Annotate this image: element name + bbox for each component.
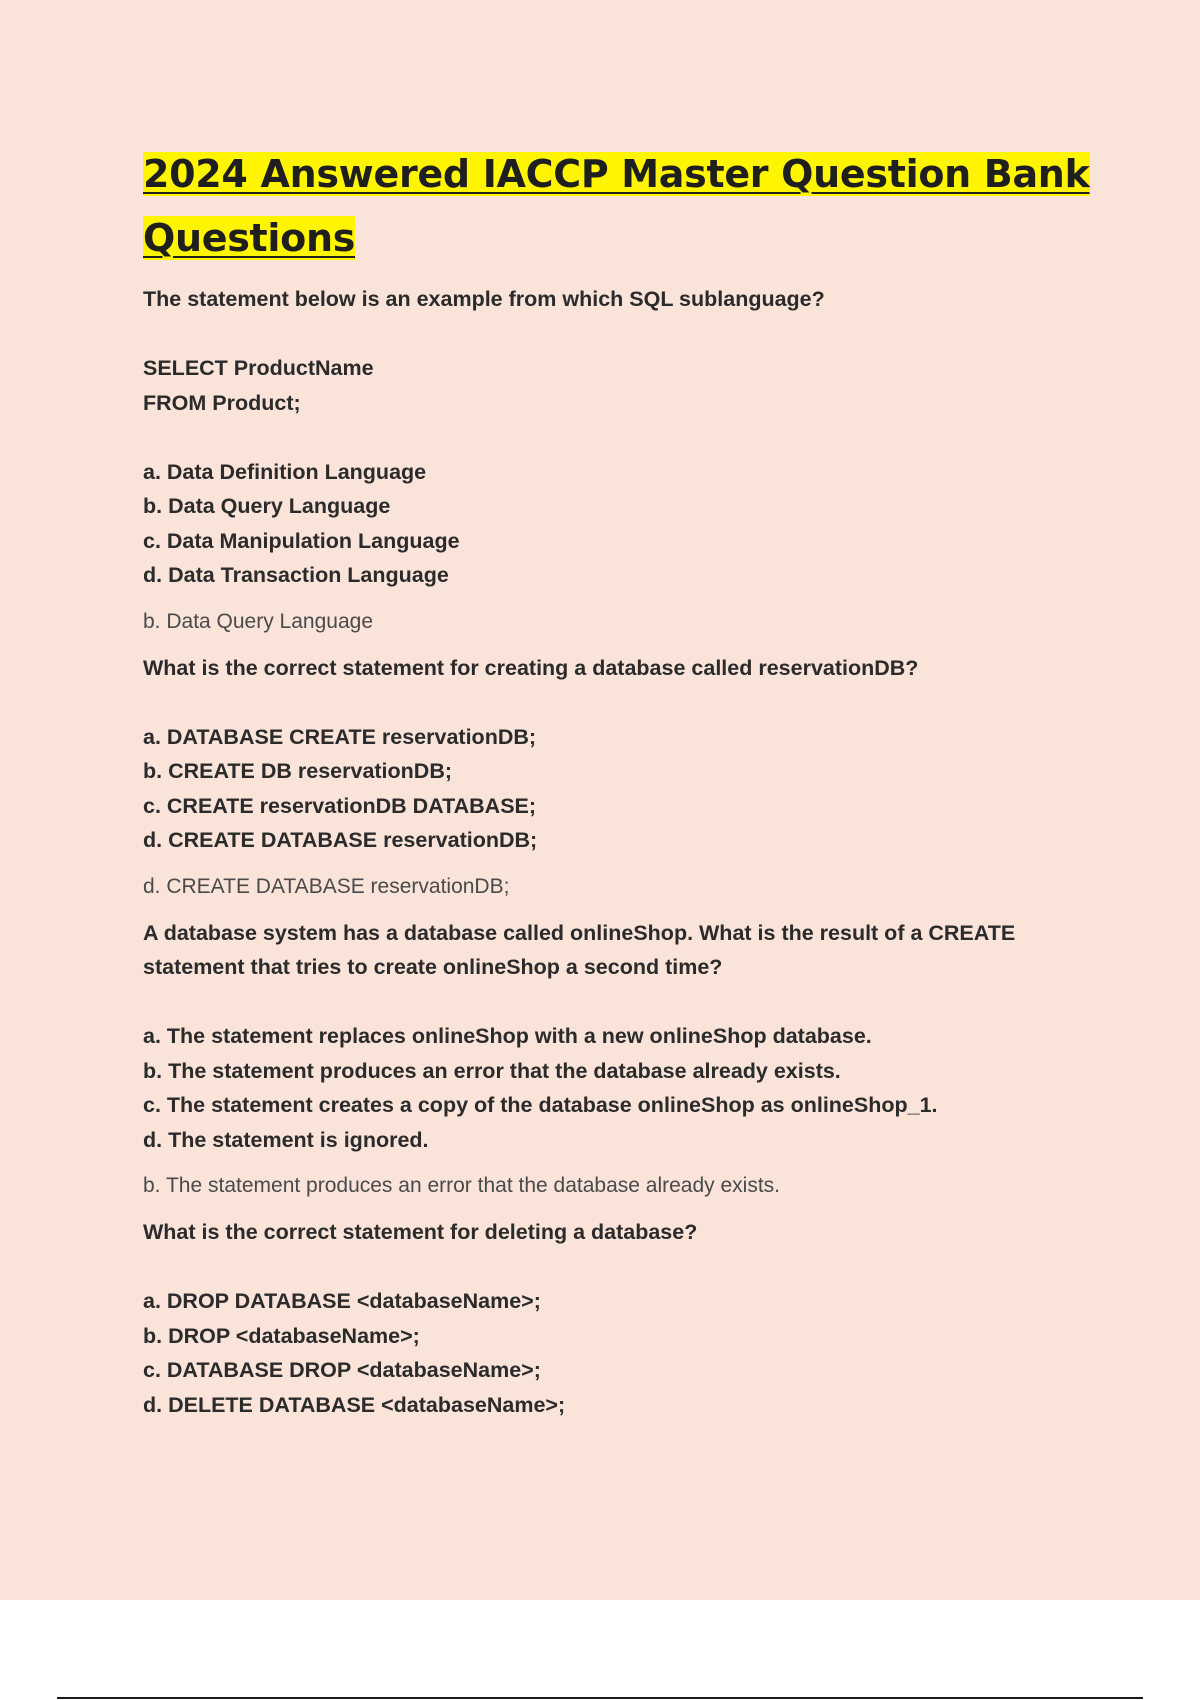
question-3-option-a: a. The statement replaces onlineShop with a new onlineShop database. <box>143 1024 872 1048</box>
footer-divider <box>57 1697 1143 1699</box>
question-4-option-d: d. DELETE DATABASE <databaseName>; <box>143 1392 566 1417</box>
question-2-option-a: a. DATABASE CREATE reservationDB; <box>143 724 537 749</box>
question-4-option-b: b. DROP <databaseName>; <box>143 1323 420 1348</box>
question-4 <box>143 1215 1103 1422</box>
question-2-answer: d. CREATE DATABASE reservationDB; <box>143 874 510 898</box>
question-4-option-c: c. DATABASE DROP <databaseName>; <box>143 1358 541 1382</box>
question-1-option-c: c. Data Manipulation Language <box>143 528 460 553</box>
document-content <box>143 142 1103 1422</box>
question-3-options <box>143 1019 1103 1157</box>
question-2-text: What is the correct statement for creating a database called reservationDB? <box>143 655 919 680</box>
question-1-option-b: b. Data Query Language <box>143 494 391 518</box>
document-title-line-1: 2024 Answered IACCP Master Question Bank <box>143 152 1090 196</box>
question-2-option-d: d. CREATE DATABASE reservationDB; <box>143 828 538 852</box>
question-4-text: What is the correct statement for deleting a database? <box>143 1220 698 1244</box>
question-2 <box>143 651 1103 902</box>
question-3-option-b: b. The statement produces an error that the database already exists. <box>143 1058 841 1083</box>
question-4-option-a: a. DROP DATABASE <databaseName>; <box>143 1289 541 1313</box>
question-3-answer: b. The statement produces an error that the database already exists. <box>143 1174 780 1197</box>
question-2-option-b: b. CREATE DB reservationDB; <box>143 759 453 783</box>
question-1-code-line-1: SELECT ProductName <box>143 356 374 380</box>
question-4-options <box>143 1284 1103 1422</box>
document-title-line-2: Questions <box>143 216 356 260</box>
question-1-code-line-2: FROM Product; <box>143 390 301 415</box>
question-3-text: A database system has a database called onlineShop. What is the result of a CREATE statement that tries to create onlineShop a second time? <box>143 920 1016 979</box>
question-1 <box>143 282 1103 637</box>
question-3 <box>143 916 1103 1202</box>
question-1-answer: b. Data Query Language <box>143 609 373 633</box>
question-1-text: The statement below is an example from which SQL sublanguage? <box>143 287 825 311</box>
question-1-option-d: d. Data Transaction Language <box>143 563 449 587</box>
question-2-options <box>143 720 1103 858</box>
question-1-options <box>143 455 1103 593</box>
document-title <box>143 142 1103 270</box>
question-3-option-d: d. The statement is ignored. <box>143 1127 429 1152</box>
question-2-option-c: c. CREATE reservationDB DATABASE; <box>143 793 537 818</box>
question-3-option-c: c. The statement creates a copy of the database onlineShop as onlineShop_1. <box>143 1093 938 1117</box>
question-1-option-a: a. Data Definition Language <box>143 459 427 484</box>
